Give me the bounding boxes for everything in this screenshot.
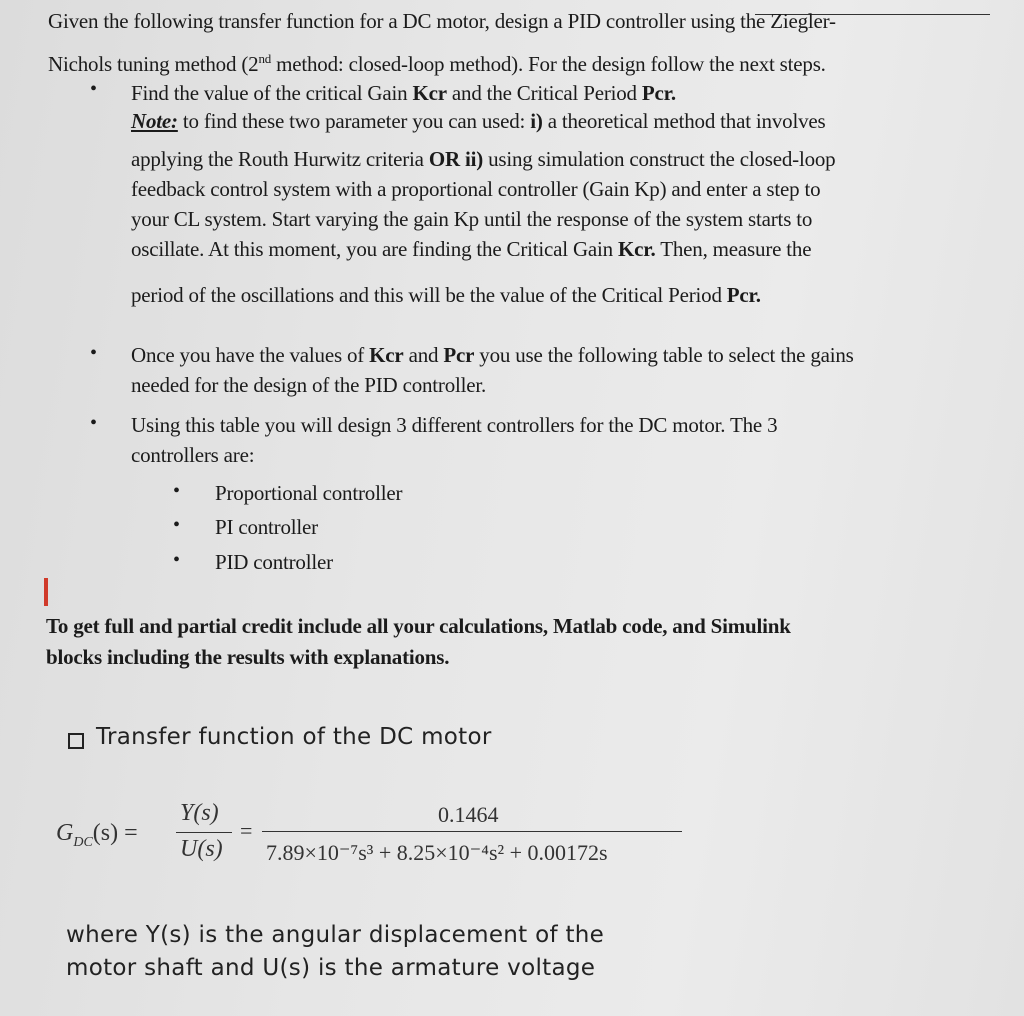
note-line-2: applying the Routh Hurwitz criteria OR ii) using simulation construct the closed-loop bbox=[131, 147, 836, 171]
controller-item: PID controller bbox=[215, 550, 333, 574]
checkbox-icon bbox=[68, 733, 84, 749]
intro-line-2: Nichols tuning method (2nd method: closed-loop method). For the design follow the next steps. bbox=[48, 51, 826, 76]
bullet-icon: • bbox=[90, 412, 98, 434]
note-line-3: feedback control system with a proportional controller (Gain Kp) and enter a step to bbox=[131, 177, 821, 201]
bullet-icon: • bbox=[90, 342, 98, 364]
intro-line-1: Given the following transfer function for a DC motor, design a PID controller using the Ziegler- bbox=[48, 9, 836, 33]
bullet-icon: • bbox=[90, 78, 98, 100]
controller-item: Proportional controller bbox=[215, 481, 403, 505]
bullet-icon: • bbox=[173, 480, 181, 502]
where-line-1: where Y(s) is the angular displacement of the bbox=[66, 922, 605, 948]
tf-heading: Transfer function of the DC motor bbox=[96, 724, 492, 750]
note-line-4: your CL system. Start varying the gain Kp until the response of the system starts to bbox=[131, 207, 813, 231]
text-cursor bbox=[44, 578, 48, 606]
credit-line-1: To get full and partial credit include all your calculations, Matlab code, and Simulink bbox=[46, 614, 791, 638]
bullet-icon: • bbox=[173, 549, 181, 571]
bullet1-line-1: Find the value of the critical Gain Kcr and the Critical Period Pcr. bbox=[131, 81, 676, 105]
controller-item: PI controller bbox=[215, 515, 318, 539]
bullet2-line-1: Once you have the values of Kcr and Pcr you use the following table to select the gains bbox=[131, 343, 854, 367]
credit-line-2: blocks including the results with explanations. bbox=[46, 645, 450, 669]
note-line-5: oscillate. At this moment, you are finding the Critical Gain Kcr. Then, measure the bbox=[131, 237, 812, 261]
bullet3-line-1: Using this table you will design 3 different controllers for the DC motor. The 3 bbox=[131, 413, 778, 437]
note-line-1: Note: to find these two parameter you can used: i) a theoretical method that involves bbox=[131, 109, 826, 133]
bullet2-line-2: needed for the design of the PID controller. bbox=[131, 373, 487, 397]
where-line-2: motor shaft and U(s) is the armature voltage bbox=[66, 955, 596, 981]
bullet3-line-2: controllers are: bbox=[131, 443, 255, 467]
bullet-icon: • bbox=[173, 514, 181, 536]
note-line-6: period of the oscillations and this will be the value of the Critical Period Pcr. bbox=[131, 283, 761, 307]
